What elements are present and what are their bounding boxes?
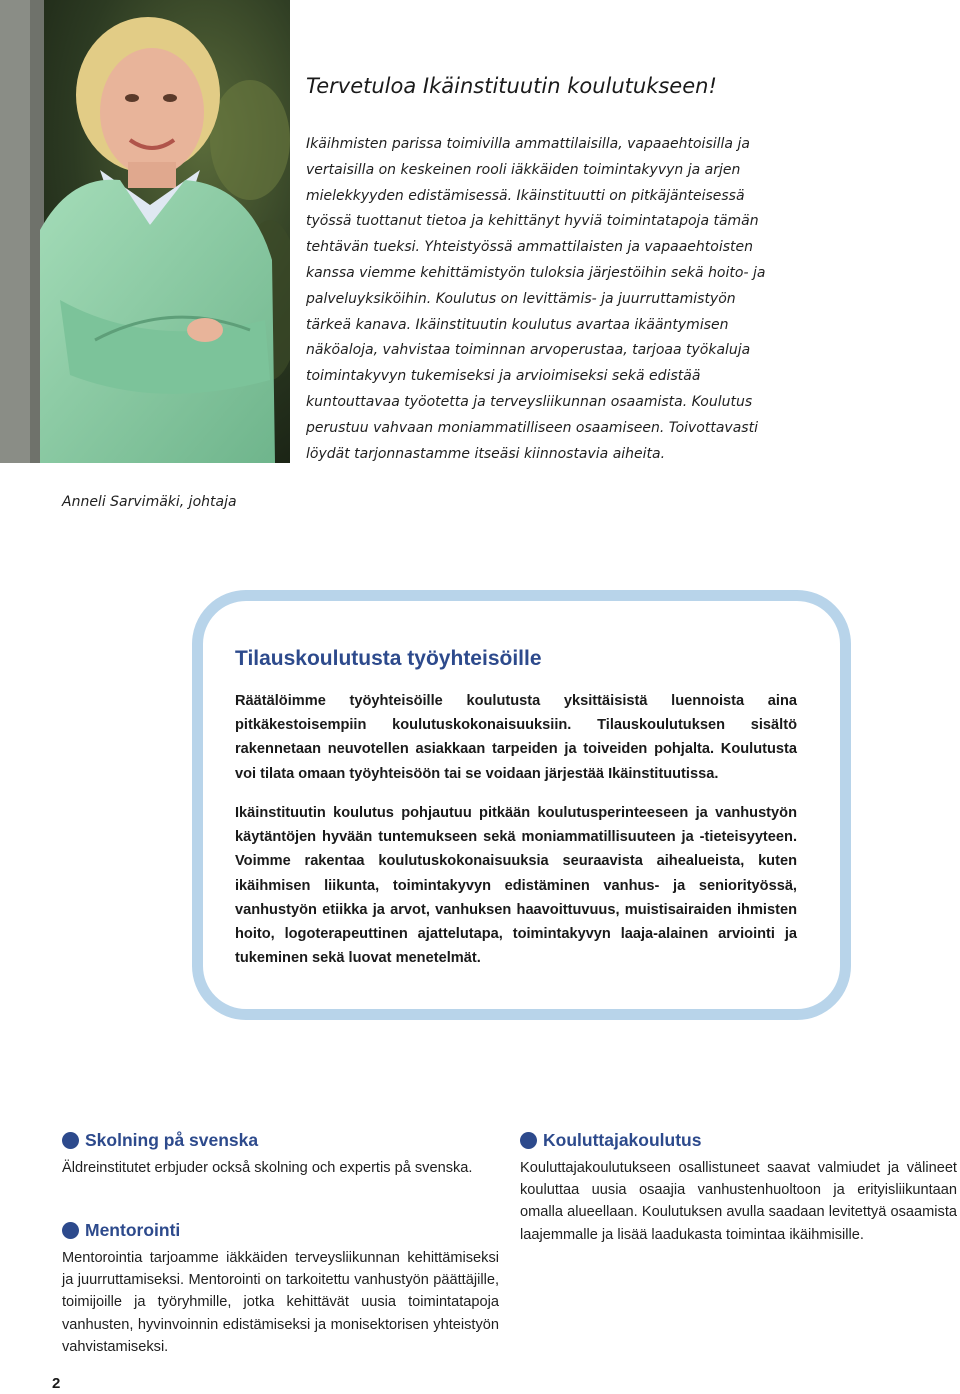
section-mentorointi-text: Mentorointia tarjoamme iäkkäiden terveysliikunnan kehittämiseksi ja juurruttamiseksi. Mentorointi on tarkoitettu vanhustyön päättäjille, toimijoille ja työryhmille, jotka kehittävät uusia toimintatapoja vanhusten, hyvinvoinnin edistämiseksi ja monisektorisen yhteistyön vahvistamiseksi. xyxy=(62,1250,499,1355)
section-mentorointi-title: Mentorointi xyxy=(85,1220,181,1240)
section-kouluttaja-title: Kouluttajakoulutus xyxy=(543,1130,702,1150)
page-number: 2 xyxy=(52,1375,61,1392)
section-skolning-text: Äldreinstitutet erbjuder också skolning och expertis på svenska. xyxy=(62,1160,473,1176)
portrait-photo xyxy=(0,0,290,463)
section-kouluttaja-text: Kouluttajakoulutukseen osallistuneet saavat valmiudet ja välineet kouluttaa uusia osaajia vanhustenhuoltoon ja erityisliikuntaan omalla alueellaan. Koulutuksen avulla saadaan levitettyä osaamista laajemmalle ja lisää laadukasta toimintaa ikäihmisille. xyxy=(520,1160,957,1243)
intro-paragraph: Ikäihmisten parissa toimivilla ammattilaisilla, vapaaehtoisilla ja vertaisilla on keskeinen rooli iäkkäiden toimintakyvyn ja arjen mielekkyyden edistämisessä. Ikäinstituutti on pitkäjänteisessä työssä tuottanut tietoa ja kehittänyt hyviä toimintatapoja tämän tehtävän tueksi. Yhteistyössä ammattilaisten ja vapaaehtoisten kanssa viemme kehittämistyön tuloksia järjestöihin sekä hoito- ja palveluyksiköihin. Koulutus on levittämis- ja juurruttamistyön tärkeä kanava. Ikäinstituutin koulutus avartaa ikääntymisen näköaloja, vahvistaa toiminnan arvoperustaa, tarjoaa työkaluja toimintakyvyn tukemiseksi ja arvioimiseksi sekä edistää kuntouttavaa työotetta ja terveysliikunnan osaamista. Koulutus perustuu vahvaan moniammatilliseen osaamiseen. Toivottavasti löydät tarjonnastamme itseäsi kiinnostavia aiheita. xyxy=(306,136,766,462)
bullet-icon xyxy=(62,1132,79,1149)
custom-training-box xyxy=(192,590,851,1020)
bullet-icon xyxy=(62,1222,79,1239)
bullet-icon xyxy=(520,1132,537,1149)
section-kouluttaja-heading xyxy=(520,1130,701,1151)
portrait-illustration xyxy=(0,0,290,463)
box-paragraph-1: Räätälöimme työyhteisöille koulutusta yksittäisistä luennoista aina pitkäkestoisempiin koulutuskokonaisuuksiin. Tilauskoulutuksen sisältö rakennetaan neuvotellen asiakkaan tarpeiden ja toiveiden pohjalta. Koulutusta voi tilata omaan työyhteisöön tai se voidaan järjestää Ikäinstituutissa. xyxy=(235,693,797,782)
photo-caption: Anneli Sarvimäki, johtaja xyxy=(62,494,237,510)
box-paragraph-2: Ikäinstituutin koulutus pohjautuu pitkään koulutusperinteeseen ja vanhustyön käytäntöjen hyvään tuntemukseen sekä moniammatillisuuteen ja -tieteisyyteen. Voimme rakentaa koulutuskokonaisuuksia seuraavista aihealueista, kuten ikäihmisen liikunta, toimintakyvyn edistäminen vanhus- ja seniorityössä, vanhustyön etiikka ja arvot, vanhuksen haavoittuvuus, muistisairaiden ihmisten hoito, logoterapeuttinen ajattelutapa, toimintakyvyn laaja-alainen arviointi ja tukeminen sekä luovat menetelmät. xyxy=(235,805,797,967)
section-skolning-heading xyxy=(62,1130,258,1151)
section-skolning-title: Skolning på svenska xyxy=(85,1130,259,1150)
intro-title: Tervetuloa Ikäinstituutin koulutukseen! xyxy=(306,74,717,98)
box-title: Tilauskoulutusta työyhteisöille xyxy=(235,647,542,670)
section-mentorointi-heading xyxy=(62,1220,180,1241)
